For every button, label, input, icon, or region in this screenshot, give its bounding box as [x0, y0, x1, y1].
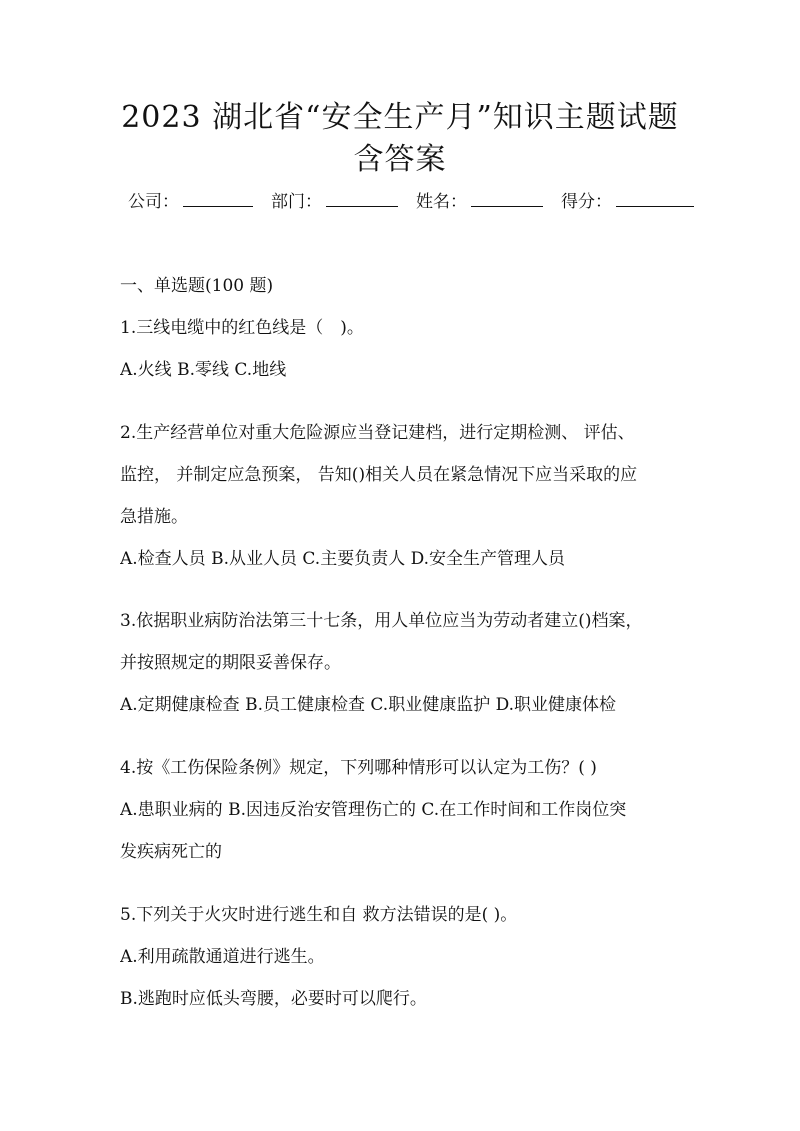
document-title-line-1: 2023 湖北省“安全生产月”知识主题试题: [121, 100, 679, 135]
question-4-options-line-2: 发疾病死亡的: [120, 842, 222, 862]
question-2-line-3: 急措施。: [120, 507, 188, 527]
question-3-options: A.定期健康检查 B.员工健康检查 C.职业健康监护 D.职业健康体检: [120, 695, 617, 715]
name-label: 姓名：: [416, 192, 467, 212]
question-2-line-2: 监控， 并制定应急预案， 告知()相关人员在紧急情况下应当采取的应: [120, 465, 638, 485]
department-field: [271, 190, 398, 214]
question-2-options: A.检查人员 B.从业人员 C.主要负责人 D.安全生产管理人员: [120, 549, 566, 569]
question-5-option-a: A.利用疏散通道进行逃生。: [120, 947, 325, 967]
section-heading: 一、单选题(100 题): [120, 276, 274, 296]
question-1-options: A.火线 B.零线 C.地线: [120, 360, 287, 380]
question-5-option-b: B.逃跑时应低头弯腰，必要时可以爬行。: [120, 989, 427, 1009]
name-blank: [471, 190, 543, 207]
score-blank: [616, 190, 694, 207]
score-field: [561, 190, 694, 214]
question-3-line-1: 3.依据职业病防治法第三十七条，用人单位应当为劳动者建立()档案，: [120, 611, 643, 631]
info-fields-row: [128, 190, 688, 214]
score-label: 得分：: [561, 192, 612, 212]
department-label: 部门：: [271, 192, 322, 212]
question-2-line-1: 2.生产经营单位对重大危险源应当登记建档，进行定期检测、 评估、: [120, 423, 635, 443]
name-field: [416, 190, 543, 214]
question-3-line-2: 并按照规定的期限妥善保存。: [120, 653, 341, 673]
company-field: [128, 190, 253, 214]
company-blank: [183, 190, 253, 207]
question-4-line-1: 4.按《工伤保险条例》规定，下列哪种情形可以认定为工伤？( ): [120, 758, 597, 778]
company-label: 公司：: [128, 192, 179, 212]
department-blank: [326, 190, 398, 207]
question-4-options-line-1: A.患职业病的 B.因违反治安管理伤亡的 C.在工作时间和工作岗位突: [120, 800, 627, 820]
document-title-line-2: 含答案: [353, 142, 447, 177]
question-1-line-1: 1.三线电缆中的红色线是（ )。: [120, 318, 364, 338]
question-5-line-1: 5.下列关于火灾时进行逃生和自 救方法错误的是( )。: [120, 905, 518, 925]
